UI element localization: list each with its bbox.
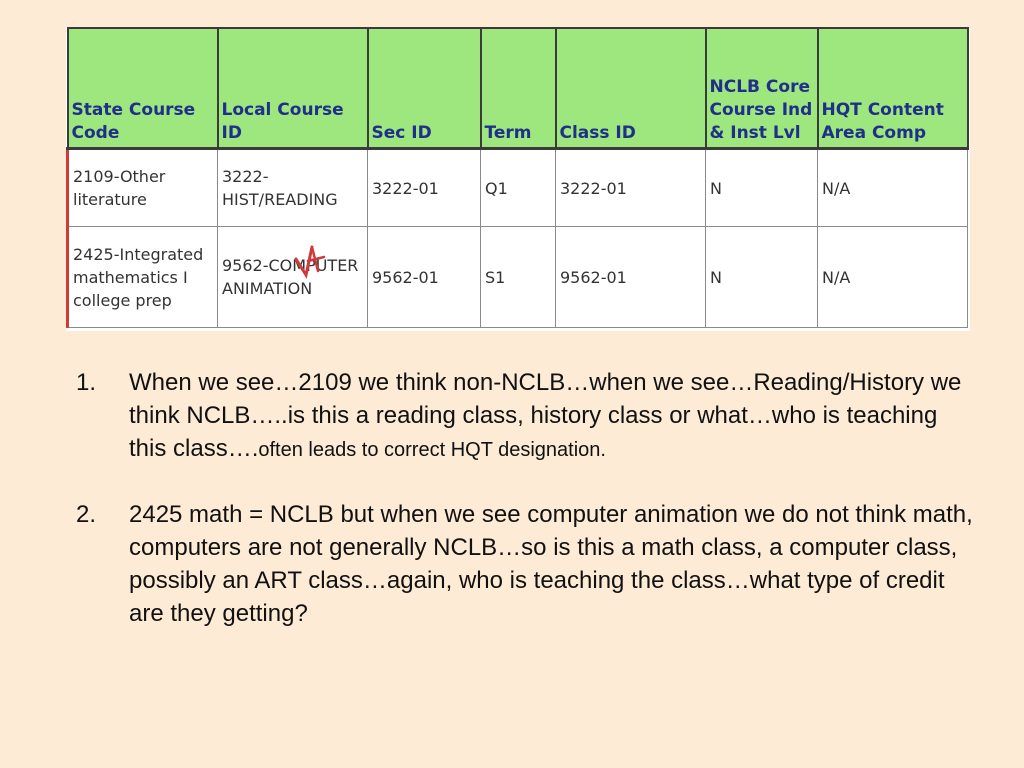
- header-sec-id: Sec ID: [368, 28, 481, 149]
- note-number: 1.: [76, 369, 97, 396]
- cell-hqt-content-area: N/A: [818, 149, 968, 227]
- note-text: When we see…2109 we think non-NCLB…when we see…Reading/History we think NCLB…..is this a reading class, history class or what…who is teaching this class….: [129, 369, 962, 462]
- note-text: 2425 math = NCLB but when we see computer animation we do not think math, computers are not generally NCLB…so is this a math class, a computer class, possibly an ART class…again, who is teaching the class…what type of credit are they getting?: [129, 501, 973, 627]
- cell-local-course-id-text: 9562-COMPUTER ANIMATION: [222, 256, 359, 298]
- cell-class-id: 9562-01: [556, 227, 706, 328]
- scanned-course-table-image: [66, 27, 970, 331]
- notes-list: [76, 366, 976, 661]
- course-table: [66, 27, 969, 328]
- note-small-text: often leads to correct HQT designation.: [258, 439, 606, 461]
- table-row: [68, 227, 968, 328]
- cell-nclb-core-course: N: [706, 149, 818, 227]
- header-term: Term: [481, 28, 556, 149]
- header-class-id: Class ID: [556, 28, 706, 149]
- note-item: [76, 498, 976, 630]
- note-item: [76, 366, 976, 467]
- cell-term: Q1: [481, 149, 556, 227]
- table-row: [68, 149, 968, 227]
- header-hqt-content-area: HQT Content Area Comp: [818, 28, 968, 149]
- cell-state-course-code: 2109-Other literature: [68, 149, 218, 227]
- header-nclb-core-course: NCLB Core Course Ind & Inst Lvl: [706, 28, 818, 149]
- cell-nclb-core-course: N: [706, 227, 818, 328]
- cell-sec-id: 9562-01: [368, 227, 481, 328]
- cell-class-id: 3222-01: [556, 149, 706, 227]
- cell-state-course-code: 2425-Integrated mathematics I college prep: [68, 227, 218, 328]
- cell-term: S1: [481, 227, 556, 328]
- header-state-course-code: State Course Code: [68, 28, 218, 149]
- cell-local-course-id: [218, 227, 368, 328]
- table-header-row: [68, 28, 968, 149]
- cell-hqt-content-area: N/A: [818, 227, 968, 328]
- cell-local-course-id: 3222-HIST/READING: [218, 149, 368, 227]
- cell-sec-id: 3222-01: [368, 149, 481, 227]
- note-number: 2.: [76, 501, 97, 528]
- header-local-course-id: Local Course ID: [218, 28, 368, 149]
